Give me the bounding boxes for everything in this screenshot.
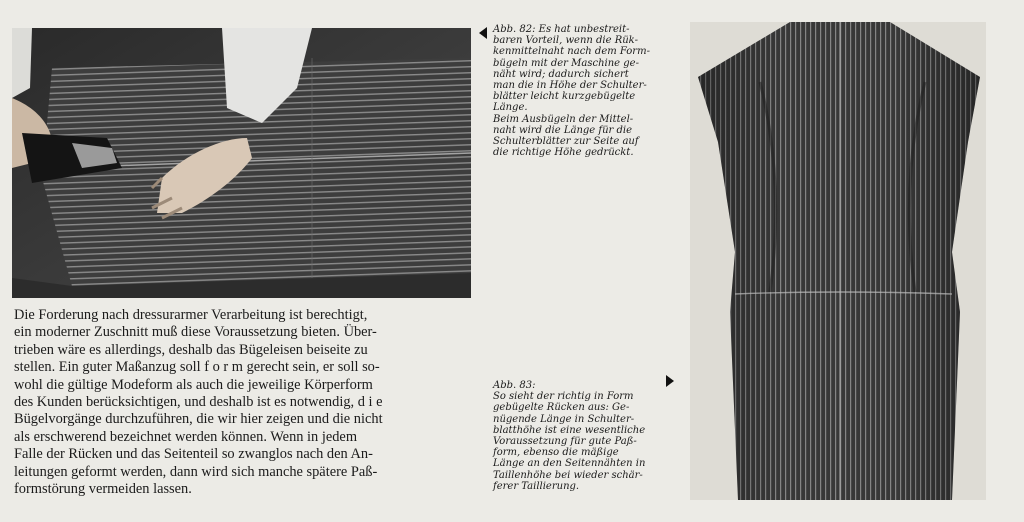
figure-82-caption: Abb. 82: Es hat unbestreit- baren Vorteil, wenn die Rük- kenmittelnaht nach dem Form- bügeln mit der Maschine ge- näht wird; dadurch sichert man die in Höhe der Schulter- blätter leicht kurzgebügelte Länge. Beim Ausbügeln der Mittel- naht wird die Länge für die Schulterblätter zur Seite auf die richtige Höhe gedrückt. (493, 24, 650, 159)
jacket-back-image (690, 22, 986, 500)
arrow-right-icon (666, 375, 674, 387)
figure-83-photo (690, 22, 986, 500)
ironing-photo-image (12, 28, 471, 298)
arrow-left-icon (479, 27, 487, 39)
figure-83-caption: Abb. 83: So sieht der richtig in Form gebügelte Rücken aus: Ge- nügende Länge in Schulter- blatthöhe ist eine wesentliche Voraussetzung für gute Paß- form, ebenso die mäßige Länge an den Seitennähten in Taillenhöhe bei wieder schär- ferer Taillierung. (493, 380, 646, 492)
figure-82-photo (12, 28, 471, 298)
body-paragraph: Die Forderung nach dressurarmer Verarbeitung ist berechtigt, ein moderner Zuschnitt muß diese Voraussetzung bieten. Über- trieben wäre es allerdings, deshalb das Bügeleisen beiseite zu stellen. Ein guter Maßanzug soll f o r m gerecht sein, er soll so- wohl die gültige Modeform als auch die jeweilige Körperform des Kunden berücksichtigen, und deshalb ist es notwendig, d i e Bügelvorgänge durchzuführen, die wir hier zeigen und die nicht als erschwerend bezeichnet werden können. Wenn in jedem Falle der Rücken und das Seitenteil so zwanglos nach den An- leitungen geformt werden, dann wird sich manche spätere Paß- formstörung vermeiden lassen. (14, 307, 383, 498)
